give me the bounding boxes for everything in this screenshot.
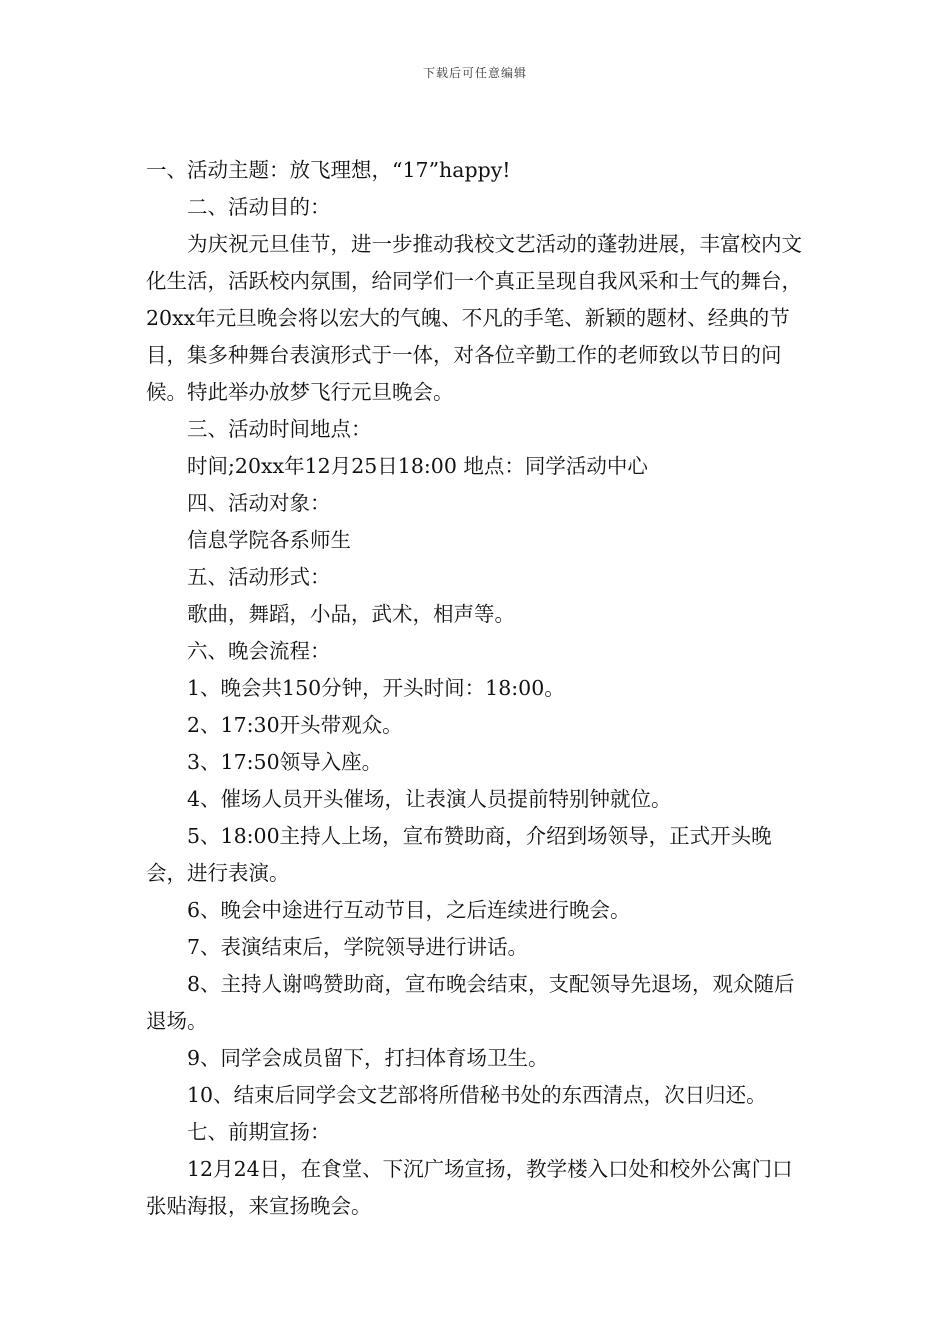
header-note: 下载后可任意编辑	[422, 66, 527, 80]
section-title-promotion: 七、前期宣扬：	[187, 1120, 331, 1144]
flow-item: 9、同学会成员留下，打扫体育场卫生。	[187, 1046, 549, 1070]
section-title-flow: 六、晚会流程：	[187, 639, 331, 663]
audience-line: 信息学院各系师生	[187, 528, 351, 552]
flow-item: 6、晚会中途进行互动节目，之后连续进行晚会。	[187, 898, 631, 922]
flow-item: 10、结束后同学会文艺部将所借秘书处的东西清点，次日归还。	[187, 1083, 767, 1107]
flow-item: 1、晚会共150分钟，开头时间：18:00。	[187, 676, 565, 700]
section-title-format: 五、活动形式：	[187, 565, 331, 589]
purpose-paragraph: 为庆祝元旦佳节，进一步推动我校文艺活动的蓬勃进展，丰富校内文化生活，活跃校内氛围，给同学们一个真正呈现自我风采和士气的舞台，20xx年元旦晚会将以宏大的气魄、不凡的手笔、新颖的题材、经典的节目，集多种舞台表演形式于一体，对各位辛勤工作的老师致以节日的问候。特此举办放梦飞行元旦晚会。	[146, 232, 802, 404]
flow-item: 5、18:00主持人上场，宣布赞助商，介绍到场领导，正式开头晚会，进行表演。	[146, 824, 772, 885]
section-title-audience: 四、活动对象：	[187, 491, 331, 515]
flow-item: 4、催场人员开头催场，让表演人员提前特别钟就位。	[187, 787, 672, 811]
flow-item: 7、表演结束后，学院领导进行讲话。	[187, 935, 529, 959]
promotion-paragraph: 12月24日，在食堂、下沉广场宣扬，教学楼入口处和校外公寓门口张贴海报，来宣扬晚会。	[146, 1157, 793, 1218]
format-line: 歌曲，舞蹈，小品，武术，相声等。	[187, 602, 515, 626]
section-title-purpose: 二、活动目的：	[187, 195, 331, 219]
flow-item: 3、17:50领导入座。	[187, 750, 383, 774]
flow-item: 2、17:30开头带观众。	[187, 713, 403, 737]
flow-item: 8、主持人谢鸣赞助商，宣布晚会结束，支配领导先退场，观众随后退场。	[146, 972, 795, 1033]
section-title-time-place: 三、活动时间地点：	[187, 417, 372, 441]
section-title-theme: 一、活动主题：放飞理想，“17”happy!	[146, 158, 511, 182]
document-body	[146, 152, 810, 1225]
time-place-line: 时间;20xx年12月25日18:00 地点：同学活动中心	[187, 454, 648, 478]
